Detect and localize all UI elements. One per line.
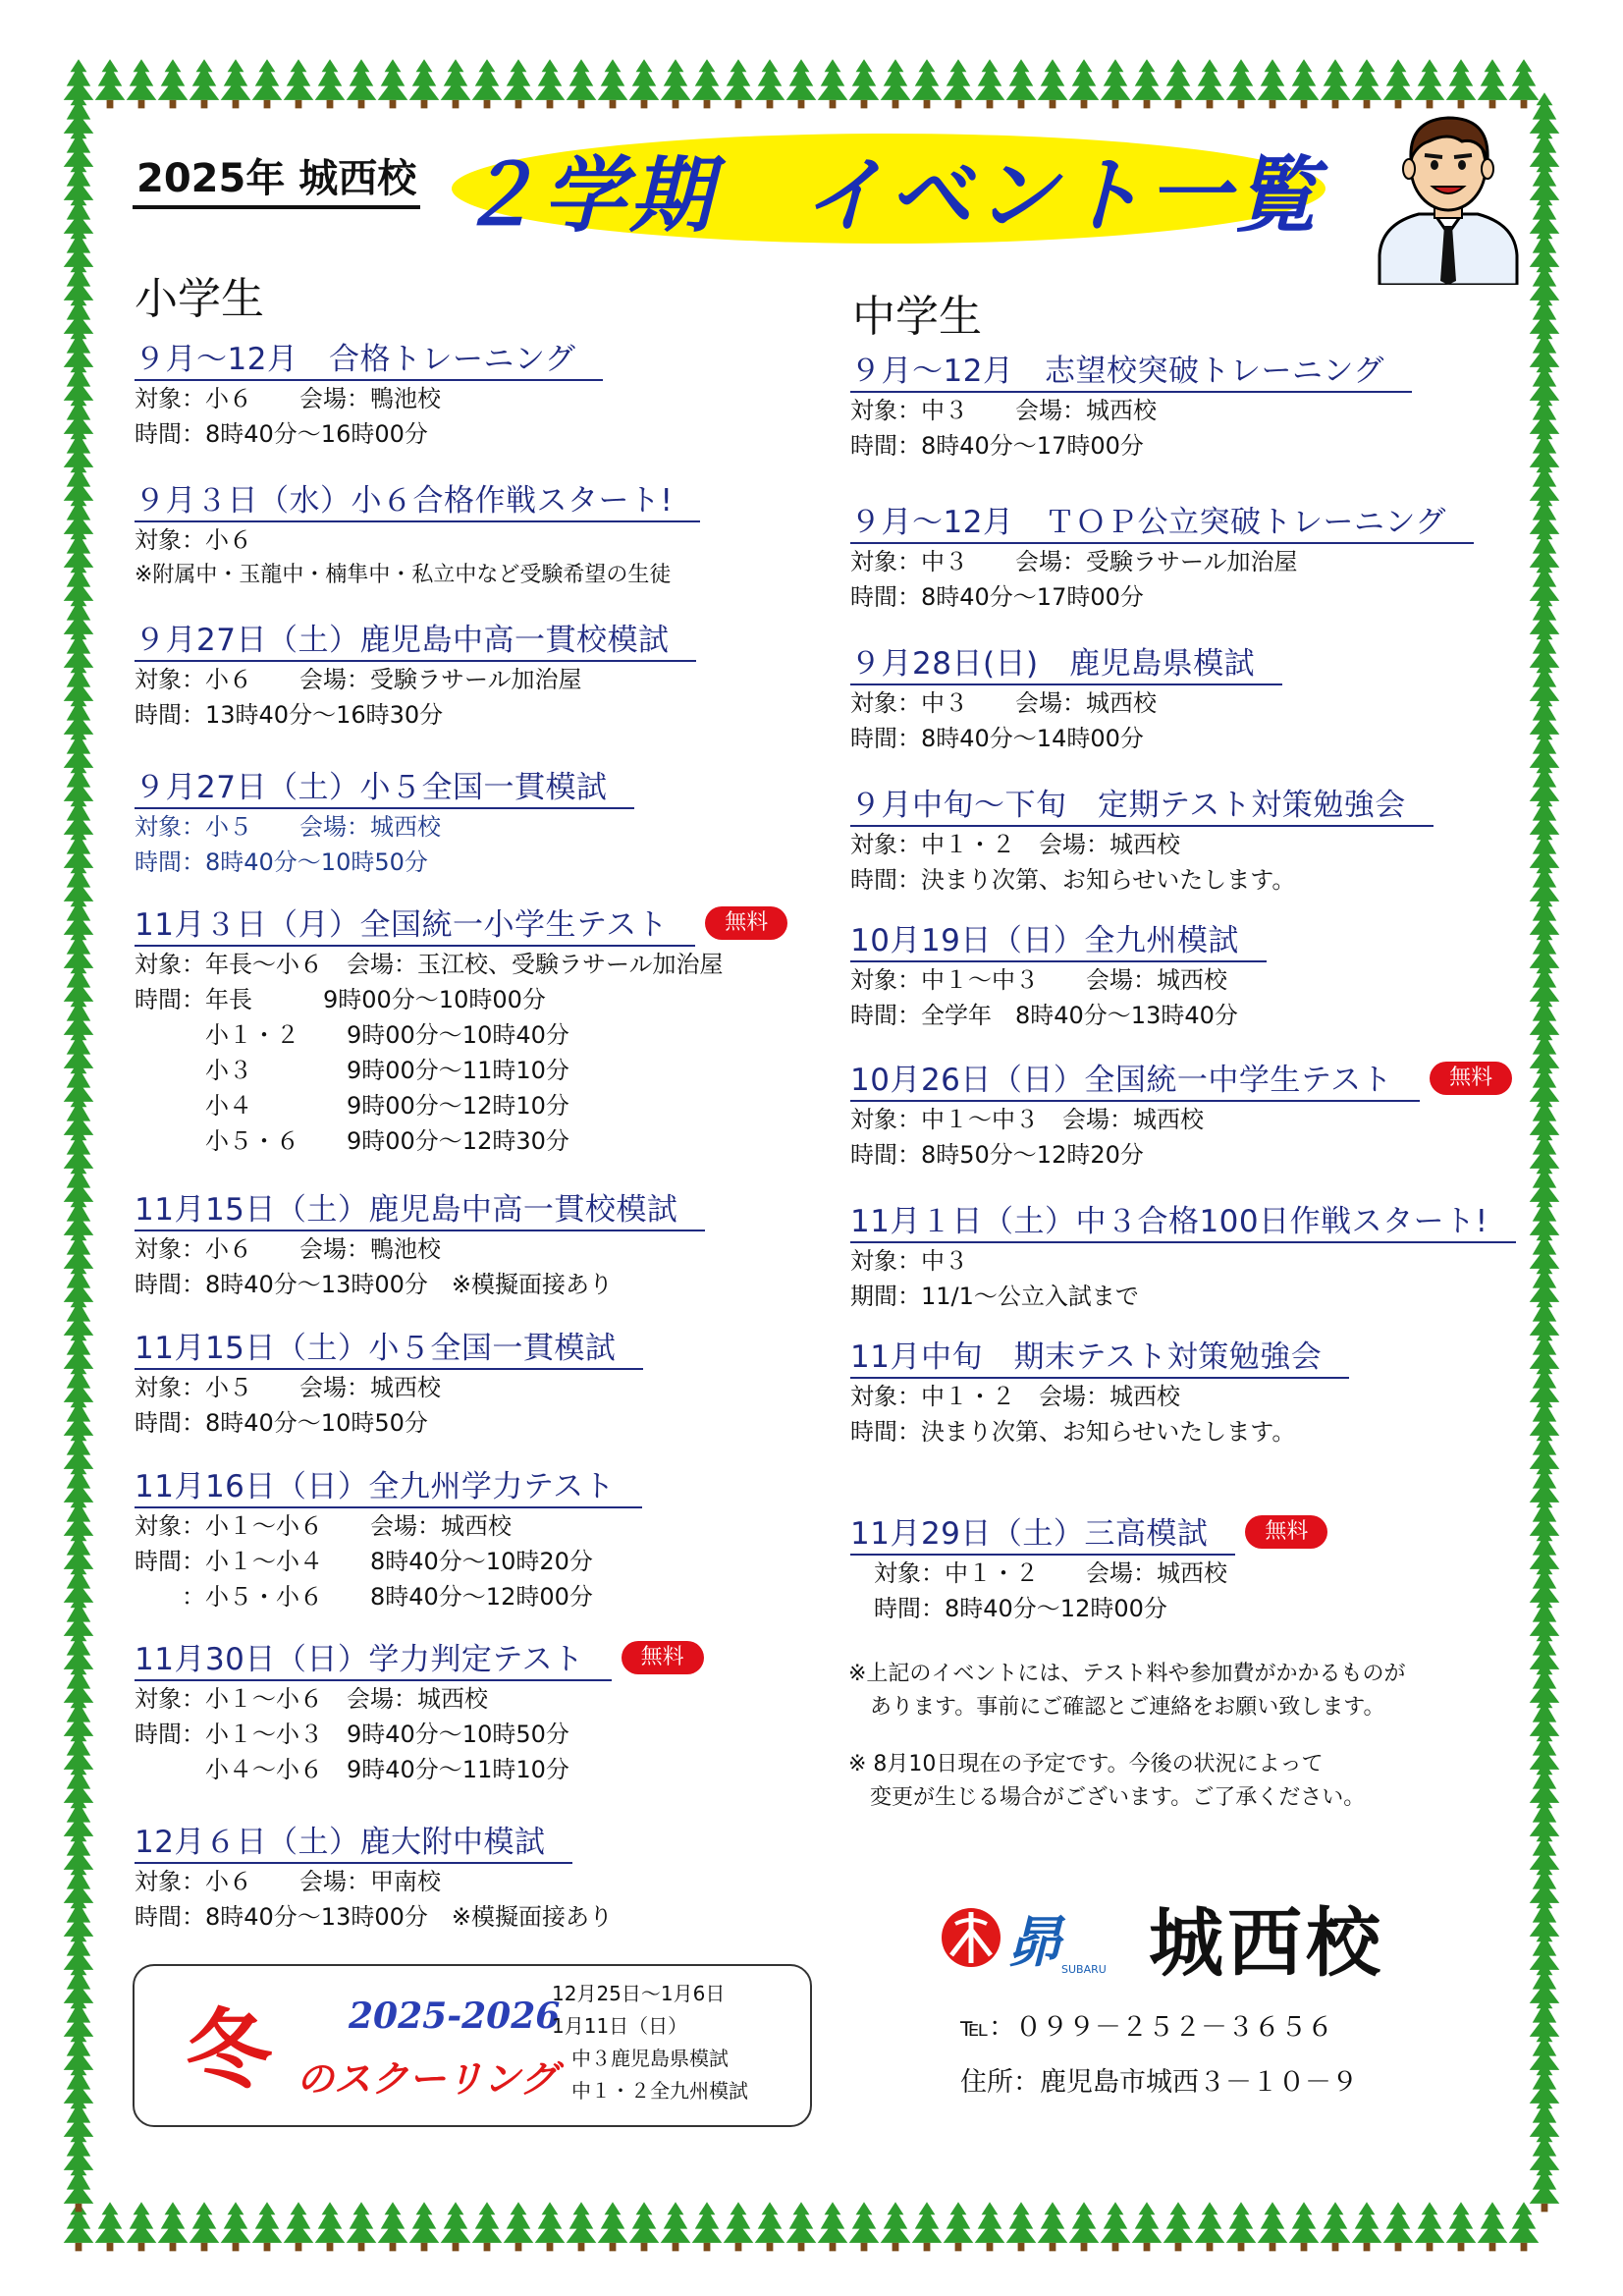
tree-icon — [1352, 59, 1382, 108]
tree-icon — [849, 59, 880, 108]
event-item — [850, 503, 1474, 615]
tree-icon — [818, 2202, 848, 2251]
tree-icon — [441, 2202, 471, 2251]
tree-icon — [535, 59, 566, 108]
event-detail: 対象：小６ 会場：受験ラサール加治屋 — [135, 666, 582, 693]
event-title: 10月26日（日）全国統一中学生テスト — [850, 1061, 1420, 1102]
event-detail: 小３ 9時00分～11時10分 — [135, 1057, 569, 1084]
event-detail: 時間：8時40分～17時00分 — [850, 583, 1144, 611]
tree-icon — [975, 59, 1005, 108]
tree-icon — [912, 2202, 943, 2251]
free-badge: 無料 — [1430, 1062, 1512, 1095]
subaru-logo-icon — [938, 1890, 1144, 1989]
event-item — [850, 352, 1412, 464]
event-detail: 時間：8時50分～12時20分 — [850, 1141, 1144, 1169]
tree-icon — [127, 59, 157, 108]
event-detail: 時間：8時40分～16時00分 — [135, 420, 428, 448]
tree-icon — [1478, 59, 1508, 108]
event-title: ９月27日（土）小５全国一貫模試 — [135, 768, 634, 809]
event-detail: 対象：小６ 会場：甲南校 — [135, 1868, 441, 1895]
event-title: ９月28日(日) 鹿児島県模試 — [850, 644, 1282, 685]
event-title: 10月19日（日）全九州模試 — [850, 921, 1267, 962]
tree-icon — [1352, 2202, 1382, 2251]
tree-icon — [441, 59, 471, 108]
tree-icon — [692, 2202, 723, 2251]
event-item — [135, 481, 700, 593]
logo-glyph: 昴 — [1006, 1910, 1061, 1975]
logo-sub: SUBARU — [1061, 1963, 1107, 1976]
free-badge: 無料 — [705, 906, 787, 940]
tree-icon — [944, 2202, 974, 2251]
event-item — [135, 768, 634, 880]
tree-icon — [1226, 2202, 1257, 2251]
event-detail: 対象：小６ 会場：鴨池校 — [135, 385, 441, 412]
winter-kanji: 冬 — [186, 1998, 273, 2101]
event-item — [135, 340, 603, 452]
tree-icon — [1006, 2202, 1037, 2251]
tree-icon — [786, 59, 817, 108]
event-item — [135, 1640, 704, 1787]
tree-icon — [1101, 59, 1131, 108]
event-item — [850, 1202, 1516, 1314]
title-banner — [447, 130, 1330, 247]
tree-icon — [1132, 59, 1163, 108]
tree-icon — [912, 59, 943, 108]
event-detail: 対象：年長～小６ 会場：玉江校、受験ラサール加治屋 — [135, 951, 724, 978]
event-detail: 時間：8時40分～13時00分 ※模擬面接あり — [135, 1271, 613, 1298]
tree-icon — [1163, 59, 1194, 108]
event-detail: 小４～小６ 9時40分～11時10分 — [135, 1756, 569, 1783]
tree-icon — [1006, 59, 1037, 108]
event-title: ９月中旬～下旬 定期テスト対策勉強会 — [850, 786, 1434, 827]
tree-icon — [1383, 2202, 1414, 2251]
tree-icon — [1258, 59, 1288, 108]
event-detail: 時間：決まり次第、お知らせいたします。 — [850, 1418, 1296, 1446]
tree-icon — [755, 2202, 785, 2251]
tree-icon — [629, 2202, 660, 2251]
winter-subtitle: のスクーリング — [297, 2057, 558, 2101]
tree-icon — [252, 2202, 283, 2251]
tree-icon — [567, 2202, 597, 2251]
event-detail: 対象：小５ 会場：城西校 — [135, 1374, 441, 1401]
event-detail: 時間：年長 9時00分～10時00分 — [135, 986, 546, 1013]
tree-icon — [1446, 2202, 1477, 2251]
event-detail: 時間：13時40分～16時30分 — [135, 701, 444, 729]
tree-icon — [95, 59, 126, 108]
tree-icon — [944, 59, 974, 108]
address: 住所：鹿児島市城西３－１０－９ — [960, 2067, 1358, 2098]
event-detail: 対象：小６ 会場：鴨池校 — [135, 1235, 441, 1263]
event-item — [135, 621, 696, 733]
teacher-mascot-icon — [1370, 108, 1527, 285]
tree-icon — [755, 59, 785, 108]
event-detail: 対象：中１～中３ 会場：城西校 — [850, 1106, 1204, 1133]
tree-icon — [1509, 2202, 1540, 2251]
tree-icon — [1226, 59, 1257, 108]
event-detail: 対象：小５ 会場：城西校 — [135, 813, 441, 841]
tree-icon — [189, 2202, 220, 2251]
tree-icon — [1195, 2202, 1225, 2251]
event-title: 11月中旬 期末テスト対策勉強会 — [850, 1338, 1349, 1379]
event-detail: 対象：中３ 会場：受験ラサール加治屋 — [850, 548, 1298, 575]
event-detail: 小１・２ 9時00分～10時40分 — [135, 1021, 569, 1049]
tree-icon — [409, 2202, 440, 2251]
tree-icon — [692, 59, 723, 108]
elementary-heading: 小学生 — [135, 274, 264, 324]
tree-icon — [158, 59, 189, 108]
tree-icon — [1478, 2202, 1508, 2251]
free-badge: 無料 — [1245, 1515, 1327, 1549]
free-badge: 無料 — [622, 1641, 704, 1674]
event-detail: 時間：8時40分～12時00分 — [850, 1595, 1167, 1622]
tree-icon — [1163, 2202, 1194, 2251]
telephone: ℡：０９９－２５２－３６５６ — [960, 2012, 1334, 2043]
event-detail: 時間：8時40分～10時50分 — [135, 1409, 428, 1437]
event-detail: 小４ 9時00分～12時10分 — [135, 1092, 569, 1120]
event-item — [135, 905, 787, 1159]
event-title: ９月～12月 志望校突破トレーニング — [850, 352, 1412, 393]
tree-icon — [1415, 59, 1445, 108]
tree-icon — [95, 2202, 126, 2251]
tree-icon — [378, 2202, 408, 2251]
tree-icon — [1069, 59, 1100, 108]
schedule-note: ※ 8月10日現在の予定です。今後の状況によって 変更が生じる場合がございます。ご了承ください。 — [848, 1752, 1366, 1810]
year-label: 2025年 城西校 — [133, 147, 420, 209]
tree-icon — [881, 59, 911, 108]
event-item — [850, 644, 1282, 756]
event-detail: 対象：中１・２ 会場：城西校 — [850, 1559, 1227, 1587]
event-detail: 対象：中３ — [850, 1247, 968, 1275]
event-title: ９月３日（水）小６合格作戦スタート! — [135, 481, 700, 522]
event-item — [850, 786, 1434, 898]
tree-icon — [158, 2202, 189, 2251]
tree-icon — [1195, 59, 1225, 108]
tree-icon — [221, 2202, 251, 2251]
event-item — [850, 1061, 1512, 1173]
tree-icon — [472, 2202, 503, 2251]
tree-icon — [315, 59, 346, 108]
event-detail: 時間：小１～小４ 8時40分～10時20分 — [135, 1548, 593, 1575]
tree-icon — [849, 2202, 880, 2251]
tree-icon — [724, 59, 754, 108]
event-detail: 対象：小１～小６ 会場：城西校 — [135, 1685, 488, 1713]
tree-icon — [315, 2202, 346, 2251]
tree-icon — [347, 2202, 377, 2251]
tree-icon — [1038, 59, 1068, 108]
tree-icon — [504, 59, 534, 108]
tree-icon — [1101, 2202, 1131, 2251]
event-item — [135, 1467, 642, 1614]
tree-icon — [347, 59, 377, 108]
junior-high-heading: 中学生 — [852, 292, 982, 342]
tree-icon — [284, 2202, 314, 2251]
tree-icon — [1446, 59, 1477, 108]
fee-note: ※上記のイベントには、テスト料や参加費がかかるものが あります。事前にご確認とご連絡をお願い致します。 — [848, 1662, 1406, 1720]
event-title: 11月１日（土）中３合格100日作戦スタート! — [850, 1202, 1516, 1243]
tree-icon — [378, 59, 408, 108]
tree-icon — [724, 2202, 754, 2251]
event-title: 11月15日（土）小５全国一貫模試 — [135, 1329, 643, 1370]
event-detail: 時間：8時40分～17時00分 — [850, 432, 1144, 460]
tree-icon — [1069, 2202, 1100, 2251]
event-item — [135, 1190, 705, 1302]
tree-icon — [598, 59, 628, 108]
event-detail: 対象：中１・２ 会場：城西校 — [850, 1383, 1180, 1410]
event-title: ９月～12月 ＴＯＰ公立突破トレーニング — [850, 503, 1474, 544]
tree-icon — [127, 2202, 157, 2251]
event-detail: 時間：8時40分～10時50分 — [135, 848, 428, 876]
tree-icon — [1383, 59, 1414, 108]
event-title: ９月27日（土）鹿児島中高一貫校模試 — [135, 621, 696, 662]
tree-icon — [1132, 2202, 1163, 2251]
event-title: 11月15日（土）鹿児島中高一貫校模試 — [135, 1190, 705, 1231]
tree-icon — [661, 2202, 691, 2251]
tree-icon — [1321, 59, 1351, 108]
tree-icon — [1509, 59, 1540, 108]
tree-icon — [975, 2202, 1005, 2251]
tree-icon — [598, 2202, 628, 2251]
tree-icon — [661, 59, 691, 108]
event-detail: 時間：全学年 8時40分～13時40分 — [850, 1002, 1238, 1029]
event-detail: 対象：小６ — [135, 526, 252, 554]
event-title: 11月16日（日）全九州学力テスト — [135, 1467, 642, 1508]
event-item — [135, 1329, 643, 1441]
event-detail: 時間：8時40分～14時00分 — [850, 725, 1144, 752]
event-detail: 対象：中３ 会場：城西校 — [850, 397, 1157, 424]
event-title: 11月30日（日）学力判定テスト — [135, 1640, 612, 1681]
event-detail: 対象：中１・２ 会場：城西校 — [850, 831, 1180, 858]
school-name: 城西校 — [1149, 1899, 1384, 1987]
event-detail: 期間：11/1～公立入試まで — [850, 1283, 1139, 1310]
tree-icon — [1415, 2202, 1445, 2251]
tree-icon — [221, 59, 251, 108]
tree-icon — [818, 59, 848, 108]
event-item — [850, 1514, 1327, 1626]
tree-icon — [252, 59, 283, 108]
event-detail: 時間：小１～小３ 9時40分～10時50分 — [135, 1721, 569, 1748]
tree-icon — [1038, 2202, 1068, 2251]
event-detail: 小５・６ 9時00分～12時30分 — [135, 1127, 569, 1155]
event-detail: 対象：中１～中３ 会場：城西校 — [850, 966, 1227, 994]
tree-icon — [1289, 59, 1320, 108]
tree-icon — [881, 2202, 911, 2251]
event-detail: 対象：中３ 会場：城西校 — [850, 689, 1157, 717]
tree-icon — [535, 2202, 566, 2251]
event-detail: 時間：8時40分～13時00分 ※模擬面接あり — [135, 1903, 613, 1931]
tree-icon — [189, 59, 220, 108]
event-detail: ※附属中・玉龍中・楠隼中・私立中など受験希望の生徒 — [135, 563, 672, 587]
tree-icon — [629, 59, 660, 108]
page-title: ２学期 イベント一覧 — [456, 146, 1321, 244]
event-item — [135, 1823, 613, 1935]
tree-icon — [284, 59, 314, 108]
event-title: 12月６日（土）鹿大附中模試 — [135, 1823, 572, 1864]
tree-icon — [786, 2202, 817, 2251]
tree-icon — [504, 2202, 534, 2251]
event-detail: ：小５・小６ 8時40分～12時00分 — [135, 1583, 593, 1611]
event-item — [850, 921, 1267, 1033]
tree-icon — [472, 59, 503, 108]
event-title: ９月～12月 合格トレーニング — [135, 340, 603, 381]
tree-icon — [1258, 2202, 1288, 2251]
event-detail: 対象：小１～小６ 会場：城西校 — [135, 1512, 512, 1540]
winter-details: 12月25日～1月6日 1月11日（日） 中３鹿児島県模試 中１・２全九州模試 — [552, 1982, 748, 2103]
winter-schooling-box — [133, 1964, 812, 2127]
event-title: 11月29日（土）三高模試 — [850, 1514, 1235, 1556]
tree-icon — [1289, 2202, 1320, 2251]
tree-icon — [1321, 2202, 1351, 2251]
tree-icon — [567, 59, 597, 108]
winter-years: 2025-2026 — [349, 1995, 561, 2037]
tree-icon — [409, 59, 440, 108]
event-item — [850, 1338, 1349, 1449]
event-detail: 時間：決まり次第、お知らせいたします。 — [850, 866, 1296, 894]
event-title: 11月３日（月）全国統一小学生テスト — [135, 905, 695, 947]
